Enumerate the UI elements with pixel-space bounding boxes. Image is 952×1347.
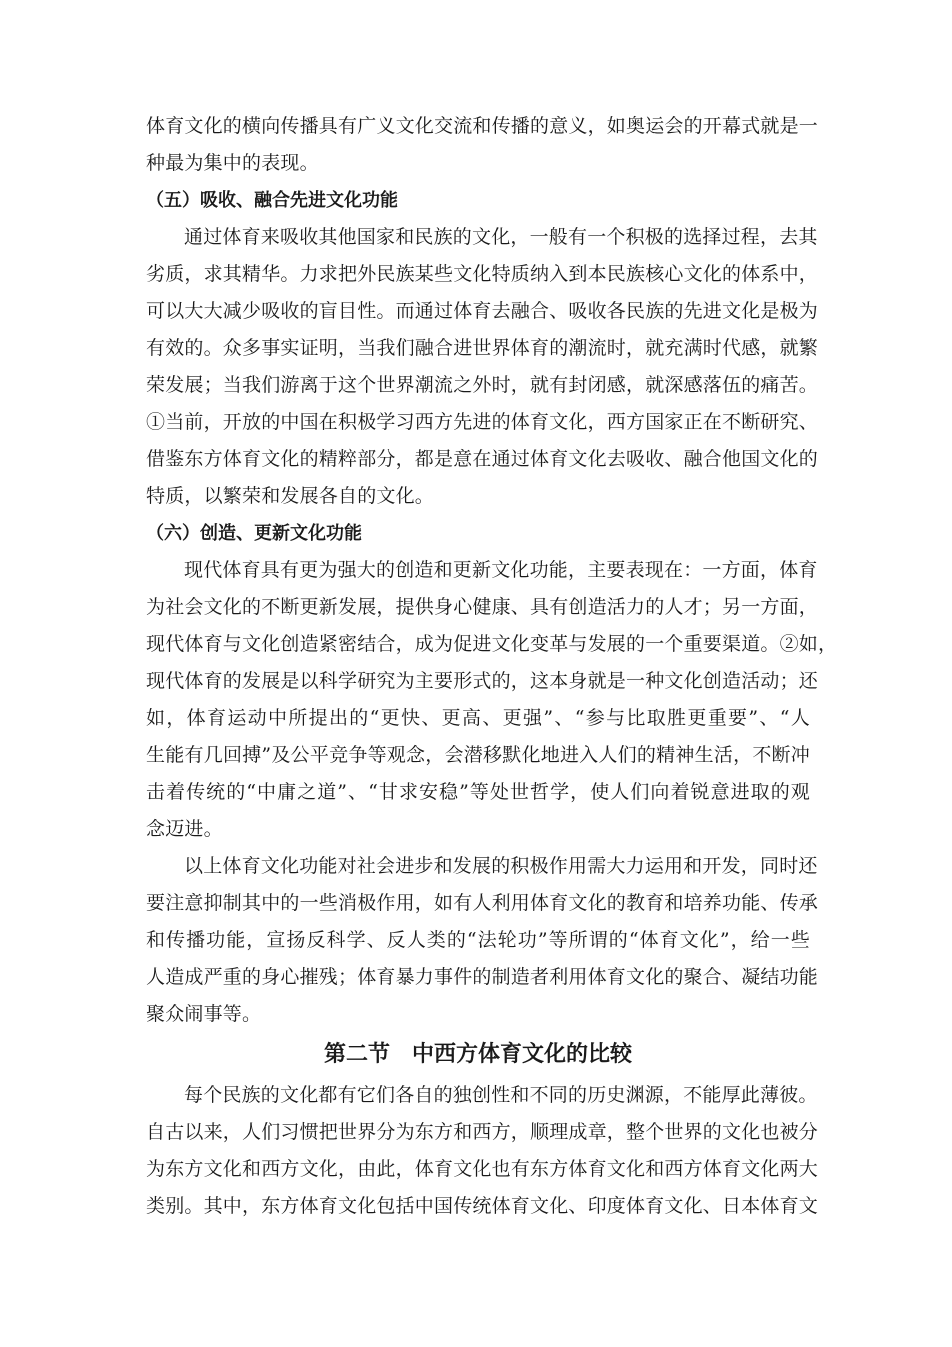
heading-absorb-integrate: （五）吸收、融合先进文化功能 — [146, 190, 398, 211]
heading-create-renew: （六）创造、更新文化功能 — [146, 523, 362, 544]
text-line: 现代体育具有更为强大的创造和更新文化功能，主要表现在：一方面，体育 — [184, 559, 818, 581]
text-line: 特质，以繁荣和发展各自的文化。 — [146, 485, 435, 507]
text-line: 通过体育来吸收其他国家和民族的文化，一般有一个积极的选择过程，去其 — [184, 226, 818, 248]
text-line: 每个民族的文化都有它们各自的独创性和不同的历史渊源，不能厚此薄彼。 — [184, 1084, 818, 1106]
text-line: 自古以来，人们习惯把世界分为东方和西方，顺理成章，整个世界的文化也被分 — [146, 1121, 819, 1143]
text-line: 现代体育与文化创造紧密结合，成为促进文化变革与发展的一个重要渠道。②如， — [146, 633, 838, 655]
text-line: 可以大大减少吸收的盲目性。而通过体育去融合、吸收各民族的先进文化是极为 — [146, 300, 819, 322]
text-line: 为社会文化的不断更新发展，提供身心健康、具有创造活力的人才；另一方面， — [146, 596, 819, 618]
text-line: 以上体育文化功能对社会进步和发展的积极作用需大力运用和开发，同时还 — [184, 855, 818, 877]
paragraph-intro — [146, 108, 819, 182]
text-line: 现代体育的发展是以科学研究为主要形式的，这本身就是一种文化创造活动；还 — [146, 670, 819, 692]
paragraph-create-renew — [146, 552, 838, 848]
text-line: 念迈进。 — [146, 818, 223, 840]
text-line: ①当前，开放的中国在积极学习西方先进的体育文化，西方国家正在不断研究、 — [146, 411, 819, 433]
text-line: 人造成严重的身心摧残；体育暴力事件的制造者利用体育文化的聚合、凝结功能 — [146, 966, 819, 988]
text-line: 借鉴东方体育文化的精粹部分，都是意在通过体育文化去吸收、融合他国文化的 — [146, 448, 819, 470]
text-line: 击着传统的“中庸之道”、“甘求安稳”等处世哲学，使人们向着锐意进取的观 — [146, 781, 810, 803]
section-title: 第二节 中西方体育文化的比较 — [323, 1042, 632, 1067]
text-line: 劣质，求其精华。力求把外民族某些文化特质纳入到本民族核心文化的体系中， — [146, 263, 819, 285]
text-line: 生能有几回搏”及公平竞争等观念，会潜移默化地进入人们的精神生活，不断冲 — [146, 744, 810, 766]
text-line: 体育文化的横向传播具有广义文化交流和传播的意义，如奥运会的开幕式就是一 — [146, 115, 819, 137]
text-line: 有效的。众多事实证明，当我们融合进世界体育的潮流时，就充满时代感，就繁 — [146, 337, 819, 359]
paragraph-absorb-integrate — [146, 219, 819, 515]
text-line: 类别。其中，东方体育文化包括中国传统体育文化、印度体育文化、日本体育文 — [146, 1195, 819, 1217]
text-line: 种最为集中的表现。 — [146, 152, 319, 174]
text-line: 聚众闹事等。 — [146, 1003, 262, 1025]
text-line: 为东方文化和西方文化，由此，体育文化也有东方体育文化和西方体育文化两大 — [146, 1158, 819, 1180]
text-line: 荣发展；当我们游离于这个世界潮流之外时，就有封闭感，就深感落伍的痛苦。 — [146, 374, 819, 396]
text-line: 要注意抑制其中的一些消极作用，如有人利用体育文化的教育和培养功能、传承 — [146, 892, 819, 914]
text-line: 如，体育运动中所提出的“更快、更高、更强”、“参与比取胜更重要”、“人 — [146, 707, 810, 729]
paragraph-comparison — [146, 1077, 819, 1225]
document-page — [146, 108, 838, 1225]
text-line: 和传播功能，宣扬反科学、反人类的“法轮功”等所谓的“体育文化”，给一些 — [146, 929, 810, 951]
paragraph-summary — [146, 848, 819, 1033]
